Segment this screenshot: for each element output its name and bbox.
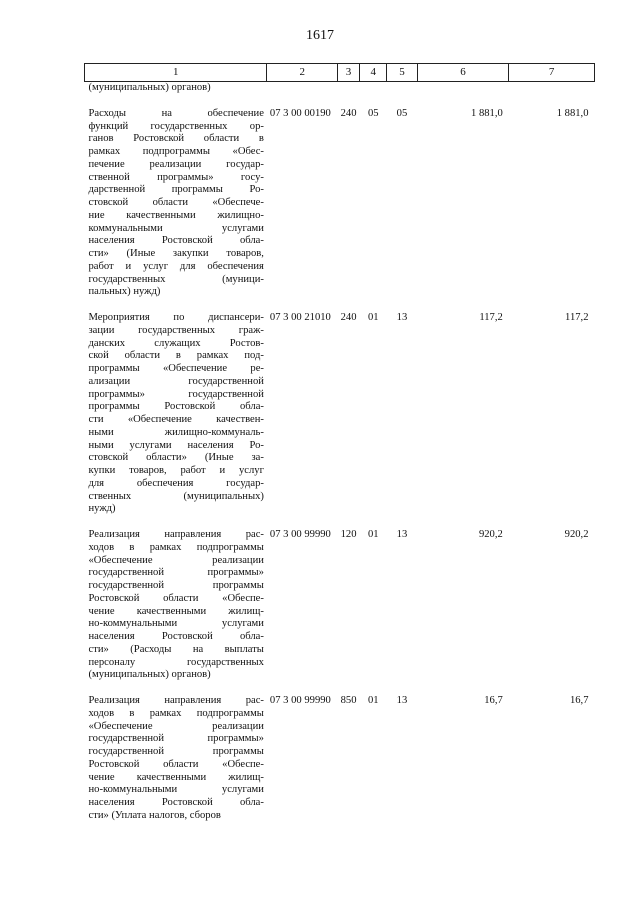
description-line: населения Ростовской обла- <box>88 631 264 642</box>
description-line: ственной программы» госу- <box>88 171 264 183</box>
description-line: работ и услуг для обеспечения <box>88 260 264 272</box>
page-number: 1617 <box>306 28 334 43</box>
subsection-code: 13 <box>396 695 408 706</box>
description-line: ние качественными жилищно- <box>88 209 264 221</box>
description-line: персоналу государственных <box>88 656 264 668</box>
description-line: нужд) <box>88 503 116 515</box>
amount-year-2: 1 881,0 <box>556 107 589 119</box>
description-line: чение качественными жилищ- <box>88 771 264 783</box>
column-header: 3 <box>337 64 359 82</box>
description-line: ализации государственной <box>88 375 264 387</box>
target-article-code: 07 3 00 99990 <box>269 529 331 540</box>
column-header: 5 <box>387 64 417 82</box>
table-row <box>85 312 595 516</box>
amount-year-1: 1 881,0 <box>471 107 503 119</box>
description-line: функций государственных ор- <box>88 120 264 132</box>
description-line: сти» (Иные закупки товаров, <box>88 248 264 259</box>
row-description <box>85 108 267 299</box>
description-line: программы» государственной <box>88 388 264 400</box>
description-line: пальных) нужд) <box>88 286 161 298</box>
description-line: программы Ростовской обла- <box>88 401 264 413</box>
row-description <box>85 695 267 823</box>
amount-year-1: 16,7 <box>484 695 503 706</box>
table-row <box>85 529 595 682</box>
budget-table <box>84 63 595 823</box>
table-row <box>85 695 595 823</box>
expense-type-code: 240 <box>340 312 357 323</box>
description-line: (муниципальных) органов) <box>88 669 211 681</box>
amount-year-2: 920,2 <box>564 529 589 540</box>
description-line: данских служащих Ростов- <box>88 337 264 349</box>
description-line: ными жилищно-коммуналь- <box>88 426 264 438</box>
description-line: ходов в рамках подпрограммы <box>88 541 264 553</box>
description-line: населения Ростовской обла- <box>88 235 264 247</box>
column-header: 4 <box>360 64 387 82</box>
description-line: дарственной программы Ро- <box>88 184 264 196</box>
description-line: Реализация направления рас- <box>88 695 264 706</box>
column-header: 2 <box>267 64 338 82</box>
description-line: коммунальными услугами <box>88 222 264 234</box>
row-spacer <box>85 299 595 312</box>
description-line: ской области в рамках под- <box>88 350 264 362</box>
description-line: сти» (Расходы на выплаты <box>88 643 264 655</box>
description-line: ходов в рамках подпрограммы <box>88 707 264 719</box>
subsection-code: 13 <box>396 312 408 323</box>
description-line: но-коммунальными услугами <box>88 784 264 796</box>
table-header-row <box>85 64 595 82</box>
description-line: государственной программы» <box>88 733 264 745</box>
description-line: купки товаров, работ и услуг <box>88 465 264 476</box>
description-line: стовской области «Обеспече- <box>88 197 264 208</box>
description-line: чение качественными жилищ- <box>88 605 264 617</box>
row-spacer <box>85 682 595 695</box>
amount-year-1: 920,2 <box>478 529 503 540</box>
description-line: сти» (Уплата налогов, сборов <box>88 809 221 821</box>
description-line: стовской области» (Иные за- <box>88 452 264 464</box>
amount-year-2: 117,2 <box>565 312 589 323</box>
expense-type-code: 850 <box>340 695 357 706</box>
section-code: 01 <box>367 695 379 706</box>
description-line: Мероприятия по диспансери- <box>88 312 264 323</box>
description-line: ными услугами населения Ро- <box>88 439 264 451</box>
target-article-code: 07 3 00 00190 <box>269 107 331 119</box>
column-header: 1 <box>85 64 267 82</box>
description-line: «Обеспечение реализации <box>88 720 264 732</box>
table-body <box>85 108 595 823</box>
description-line: «Обеспечение реализации <box>88 554 264 566</box>
expense-type-code: 120 <box>340 529 357 540</box>
description-line: Расходы на обеспечение <box>88 107 264 119</box>
description-line: программы «Обеспечение ре- <box>88 363 264 374</box>
description-line: зации государственных граж- <box>88 324 264 336</box>
description-line: Реализация направления рас- <box>88 529 264 540</box>
row-description <box>85 529 267 682</box>
target-article-code: 07 3 00 21010 <box>269 312 331 323</box>
description-line: для обеспечения государ- <box>88 477 264 489</box>
description-line: но-коммунальными услугами <box>88 618 264 630</box>
description-line: рамках подпрограммы «Обес- <box>88 146 264 157</box>
description-line: государственной программы» <box>88 567 264 579</box>
description-line: населения Ростовской обла- <box>88 797 264 808</box>
description-line: государственной программы <box>88 580 264 591</box>
subsection-code: 13 <box>396 529 408 540</box>
continuation-text: (муниципальных) органов) <box>88 82 211 93</box>
description-line: Ростовской области «Обеспе- <box>88 758 264 770</box>
description-line: ственных (муниципальных) <box>88 490 264 502</box>
description-line: ганов Ростовской области в <box>88 133 264 145</box>
description-line: Ростовской области «Обеспе- <box>88 592 264 604</box>
description-line: сти «Обеспечение качествен- <box>88 414 264 425</box>
continuation-row <box>85 82 595 95</box>
section-code: 01 <box>367 312 379 323</box>
column-header: 6 <box>417 64 509 82</box>
amount-year-2: 16,7 <box>569 695 589 706</box>
amount-year-1: 117,2 <box>479 312 503 323</box>
description-line: печение реализации государ- <box>88 158 264 170</box>
description-line: государственной программы <box>88 746 264 757</box>
subsection-code: 05 <box>396 107 408 119</box>
section-code: 05 <box>367 107 379 119</box>
expense-type-code: 240 <box>340 107 357 119</box>
table-row <box>85 108 595 299</box>
row-spacer <box>85 516 595 529</box>
target-article-code: 07 3 00 99990 <box>269 695 331 706</box>
row-description <box>85 312 267 516</box>
section-code: 01 <box>367 529 379 540</box>
column-header: 7 <box>509 64 595 82</box>
description-line: государственных (муници- <box>88 273 264 285</box>
